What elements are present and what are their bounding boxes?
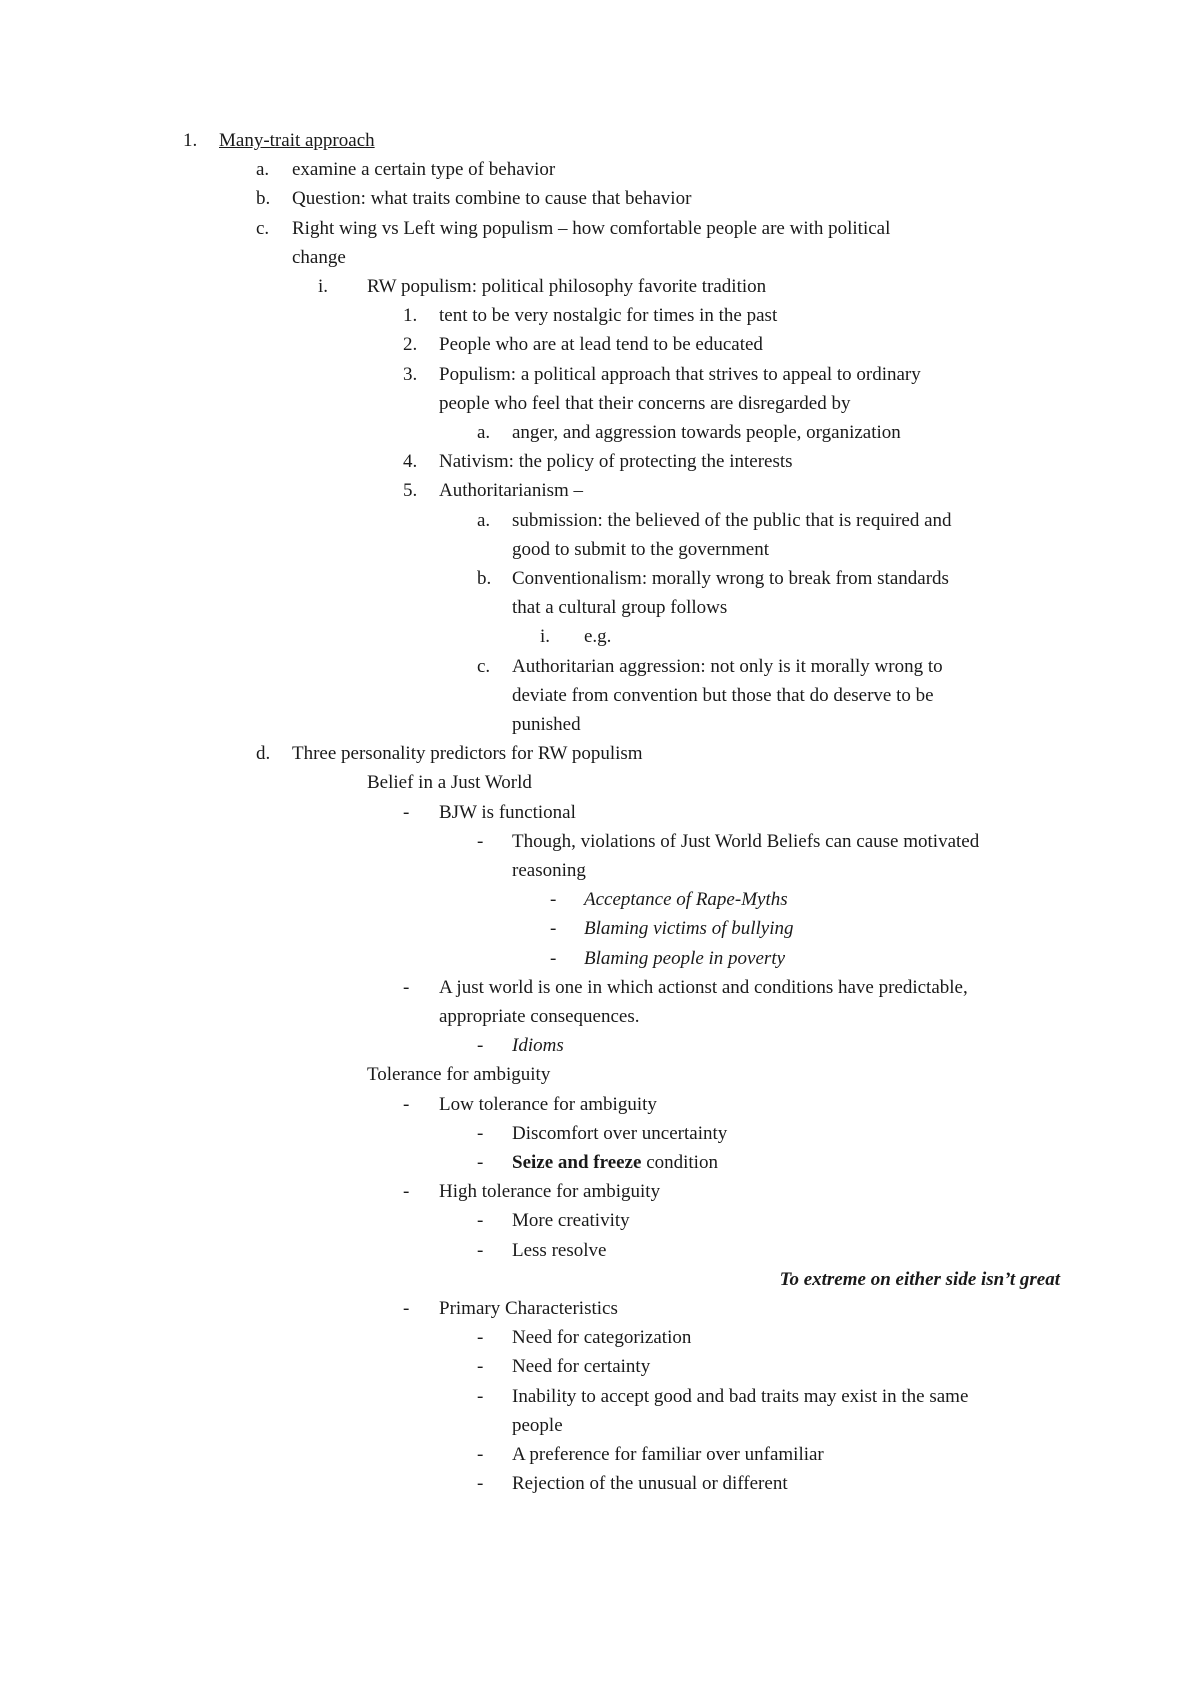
text-line: change (292, 247, 346, 268)
text-line: e.g. (584, 626, 612, 647)
bold-term: Seize and freeze (512, 1152, 642, 1173)
text-line: Idioms (512, 1035, 564, 1056)
list-marker: b. (256, 188, 271, 209)
text-line: Question: what traits combine to cause that behavior (292, 188, 692, 209)
list-marker: - (477, 1240, 484, 1261)
list-marker: 4. (403, 451, 418, 472)
list-marker: 3. (403, 364, 418, 385)
list-marker: - (403, 802, 410, 823)
text-line: Need for categorization (512, 1327, 692, 1348)
list-marker: - (403, 977, 410, 998)
text-line: deviate from convention but those that do deserve to be (512, 685, 934, 706)
text-line: High tolerance for ambiguity (439, 1181, 661, 1202)
line-text: condition (641, 1152, 718, 1173)
text-line: RW populism: political philosophy favorite tradition (367, 276, 767, 297)
list-marker: a. (256, 159, 270, 180)
text-line: Primary Characteristics (439, 1298, 618, 1319)
text-line: examine a certain type of behavior (292, 159, 556, 180)
text-line: More creativity (512, 1210, 630, 1231)
list-marker: i. (318, 276, 329, 297)
list-marker: - (477, 1386, 484, 1407)
text-line: punished (512, 714, 581, 735)
list-marker: - (477, 1473, 484, 1494)
text-line: good to submit to the government (512, 539, 770, 560)
list-marker: - (477, 1152, 484, 1173)
list-marker: c. (477, 656, 491, 677)
text-line: submission: the believed of the public that is required and (512, 510, 952, 531)
text-line: Rejection of the unusual or different (512, 1473, 788, 1494)
list-marker: - (477, 1035, 484, 1056)
text-line: people (512, 1415, 563, 1436)
text-line: Low tolerance for ambiguity (439, 1094, 657, 1115)
text-line: A just world is one in which actionst and conditions have predictable, (439, 977, 968, 998)
list-marker: - (550, 948, 557, 969)
list-marker: - (477, 1444, 484, 1465)
text-line: Authoritarianism – (439, 480, 584, 501)
text-line: tent to be very nostalgic for times in the past (439, 305, 778, 326)
list-marker: - (477, 1356, 484, 1377)
text-line: anger, and aggression towards people, organization (512, 422, 901, 443)
text-line: People who are at lead tend to be educated (439, 334, 763, 355)
text-line: Right wing vs Left wing populism – how comfortable people are with political (292, 218, 891, 239)
list-marker: - (477, 831, 484, 852)
text-line: Need for certainty (512, 1356, 651, 1377)
list-marker: - (550, 889, 557, 910)
text-line: people who feel that their concerns are disregarded by (439, 393, 851, 414)
text-line: that a cultural group follows (512, 597, 728, 618)
list-marker: a. (477, 510, 491, 531)
text-line: Authoritarian aggression: not only is it morally wrong to (512, 656, 943, 677)
text-line: Many-trait approach (219, 130, 375, 151)
text-line: Belief in a Just World (367, 772, 532, 793)
text-line: Inability to accept good and bad traits may exist in the same (512, 1386, 969, 1407)
text-line: Less resolve (512, 1240, 607, 1261)
list-marker: b. (477, 568, 492, 589)
list-marker: i. (540, 626, 551, 647)
list-marker: - (477, 1210, 484, 1231)
list-marker: 2. (403, 334, 418, 355)
list-marker: - (477, 1123, 484, 1144)
text-line: Blaming people in poverty (584, 948, 786, 969)
text-line: appropriate consequences. (439, 1006, 640, 1027)
text-line: Though, violations of Just World Beliefs can cause motivated (512, 831, 980, 852)
text-line: Tolerance for ambiguity (367, 1064, 551, 1085)
list-marker: - (550, 918, 557, 939)
list-marker: c. (256, 218, 270, 239)
text-line: reasoning (512, 860, 586, 881)
text-line: Conventionalism: morally wrong to break from standards (512, 568, 949, 589)
list-marker: - (403, 1181, 410, 1202)
list-marker: 1. (403, 305, 418, 326)
list-marker: - (403, 1298, 410, 1319)
list-marker: 5. (403, 480, 418, 501)
list-marker: 1. (183, 130, 198, 151)
text-line: Nativism: the policy of protecting the interests (439, 451, 793, 472)
text-line: Populism: a political approach that strives to appeal to ordinary (439, 364, 921, 385)
text-line: Three personality predictors for RW populism (292, 743, 643, 764)
list-marker: a. (477, 422, 491, 443)
list-marker: - (477, 1327, 484, 1348)
text-line: Acceptance of Rape-Myths (584, 889, 788, 910)
text-line: Discomfort over uncertainty (512, 1123, 728, 1144)
text-line: A preference for familiar over unfamiliar (512, 1444, 824, 1465)
text-line: To extreme on either side isn’t great (779, 1269, 1060, 1290)
list-marker: d. (256, 743, 271, 764)
text-line (512, 1151, 718, 1175)
list-marker: - (403, 1094, 410, 1115)
text-line: BJW is functional (439, 802, 576, 823)
text-line: Blaming victims of bullying (584, 918, 794, 939)
